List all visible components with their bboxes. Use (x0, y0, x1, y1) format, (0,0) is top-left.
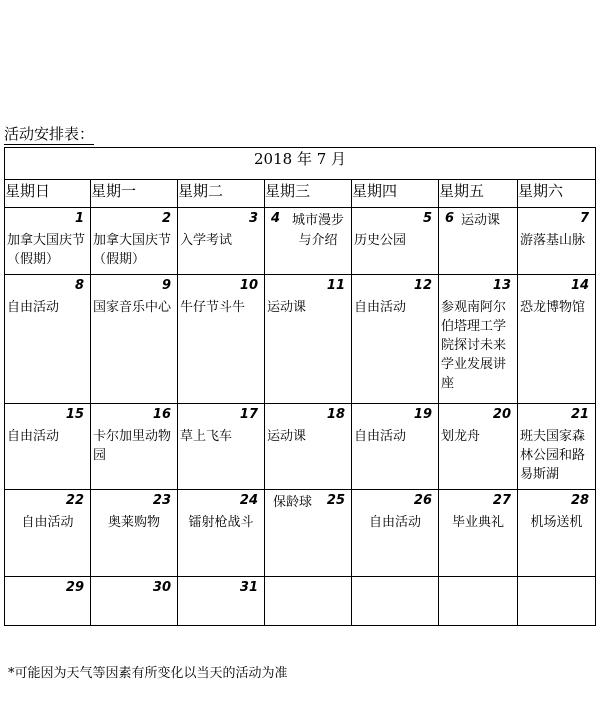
day-number: 19 (413, 407, 432, 422)
day-event: 自由活动 (7, 429, 60, 444)
day-cell (178, 208, 265, 275)
day-number: 20 (492, 407, 511, 422)
day-number: 14 (570, 278, 590, 293)
weekday-mon: 星期一 (91, 180, 178, 208)
day-number: 2 (161, 211, 171, 226)
day-event: 参观南阿尔伯塔理工学院探讨未来学业发展讲座 (441, 300, 507, 391)
day-number: 1 (74, 211, 84, 226)
day-cell (178, 490, 265, 577)
day-number: 23 (152, 493, 171, 508)
day-number: 24 (239, 493, 258, 508)
day-event: 草上飞车 (180, 429, 233, 444)
weekday-tue: 星期二 (178, 180, 265, 208)
weekday-thu: 星期四 (352, 180, 439, 208)
day-cell (178, 275, 265, 404)
day-cell (439, 404, 518, 490)
day-event: 游落基山脉 (520, 233, 586, 248)
day-event: 入学考试 (180, 233, 233, 248)
day-event: 卡尔加里动物园 (93, 429, 172, 463)
day-cell (518, 490, 596, 577)
weekday-sun: 星期日 (5, 180, 91, 208)
day-number: 3 (248, 211, 258, 226)
day-cell (439, 490, 518, 577)
day-cell (5, 404, 91, 490)
weekday-sat: 星期六 (518, 180, 596, 208)
day-cell (352, 275, 439, 404)
month-title: 2018 年 7 月 (5, 148, 596, 180)
day-event: 运动课 (461, 213, 501, 228)
day-number: 18 (326, 407, 345, 422)
day-event: 毕业典礼 (451, 515, 504, 530)
day-cell (518, 404, 596, 490)
day-event: 自由活动 (368, 515, 421, 530)
day-cell (91, 208, 178, 275)
day-event: 自由活动 (354, 429, 407, 444)
footnote: *可能因为天气等因素有所变化以当天的活动为准 (8, 666, 288, 681)
day-cell (352, 577, 439, 626)
day-event: 恐龙博物馆 (520, 300, 586, 315)
day-event: 自由活动 (7, 300, 60, 315)
day-cell (5, 490, 91, 577)
day-event: 加拿大国庆节（假期） (93, 233, 172, 267)
day-number: 25 (326, 493, 345, 508)
day-cell (91, 490, 178, 577)
day-cell (439, 208, 518, 275)
day-event: 历史公园 (354, 233, 407, 248)
day-cell (518, 208, 596, 275)
day-cell (5, 275, 91, 404)
day-cell (352, 208, 439, 275)
day-number: 13 (492, 278, 511, 293)
day-number: 21 (570, 407, 590, 422)
day-number: 10 (239, 278, 258, 293)
day-number: 28 (570, 493, 590, 508)
day-number: 7 (580, 211, 590, 226)
day-event: 国家音乐中心 (93, 300, 172, 315)
day-cell (518, 577, 596, 626)
day-event: 自由活动 (21, 515, 74, 530)
day-event: 加拿大国庆节（假期） (7, 233, 86, 267)
day-cell (352, 404, 439, 490)
day-number: 9 (161, 278, 171, 293)
day-number: 16 (152, 407, 171, 422)
day-cell (265, 208, 352, 275)
day-number: 12 (413, 278, 432, 293)
day-cell (439, 577, 518, 626)
day-cell (178, 577, 265, 626)
day-number: 17 (239, 407, 258, 422)
day-number: 29 (65, 580, 84, 595)
day-cell (265, 577, 352, 626)
schedule-heading: 活动安排表： (4, 125, 95, 143)
day-number: 15 (65, 407, 84, 422)
weekday-fri: 星期五 (439, 180, 518, 208)
day-number: 5 (422, 211, 432, 226)
day-cell (178, 404, 265, 490)
day-number: 26 (413, 493, 432, 508)
day-number: 11 (326, 278, 345, 293)
day-cell (91, 577, 178, 626)
day-cell (5, 577, 91, 626)
weekday-wed: 星期三 (265, 180, 352, 208)
day-cell (439, 275, 518, 404)
calendar-table (4, 147, 596, 626)
day-cell (5, 208, 91, 275)
day-event: 城市漫步与介绍 (291, 213, 344, 248)
day-number: 22 (65, 493, 84, 508)
day-event: 机场送机 (530, 515, 583, 530)
day-event: 班夫国家森林公园和路易斯湖 (520, 429, 586, 482)
day-number: 4 (271, 211, 281, 226)
day-cell (265, 404, 352, 490)
day-number: 30 (152, 580, 171, 595)
day-cell (265, 275, 352, 404)
day-cell (265, 490, 352, 577)
day-cell (352, 490, 439, 577)
day-event: 划龙舟 (441, 429, 481, 444)
day-event: 奥莱购物 (107, 515, 160, 530)
day-event: 运动课 (267, 300, 307, 315)
day-event: 运动课 (267, 429, 307, 444)
day-number: 8 (74, 278, 84, 293)
day-event: 牛仔节斗牛 (180, 300, 246, 315)
day-event: 保龄球 (273, 495, 313, 510)
day-number: 31 (239, 580, 258, 595)
day-cell (91, 275, 178, 404)
day-cell (518, 275, 596, 404)
day-number: 6 (445, 211, 455, 226)
day-cell (91, 404, 178, 490)
day-event: 自由活动 (354, 300, 407, 315)
day-event: 镭射枪战斗 (188, 515, 254, 530)
day-number: 27 (492, 493, 511, 508)
